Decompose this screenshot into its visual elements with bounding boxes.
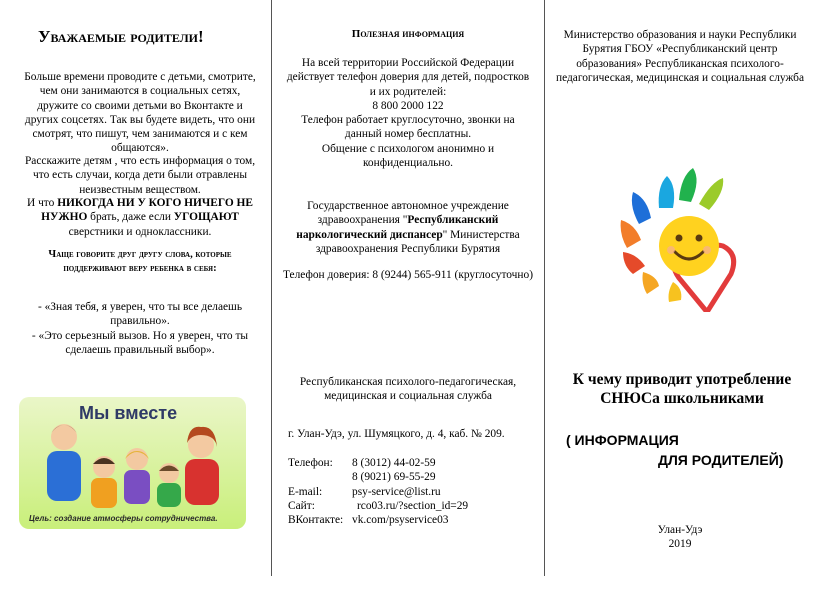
contact-row: Телефон: 8 (3012) 44-02-59: [288, 457, 436, 469]
email-link[interactable]: psy-service@list.ru: [352, 485, 441, 498]
quote-2: - «Это серьезный вызов. Но я уверен, что ты сделаешь правильный выбор».: [31, 329, 249, 356]
hotline-info: [284, 56, 532, 170]
hotline-anonymous-note: Общение с психологом анонимно и конфиденциально.: [321, 142, 495, 170]
contact-row: E-mail: psy-service@list.ru: [288, 485, 468, 499]
vk-link[interactable]: vk.com/psyservice03: [352, 514, 449, 527]
city: Улан-Удэ: [657, 524, 703, 536]
service-address: г. Улан-Удэ, ул. Шумяцкого, д. 4, каб. № 209.: [288, 428, 505, 440]
info-label-line2: ДЛЯ РОДИТЕЛЕЙ): [658, 452, 784, 468]
contact-row: Сайт: rco03.ru/?section_id=29: [288, 499, 469, 512]
advice-paragraph-2: Расскажите детям , что есть информация о том, что есть случаи, когда дети были отравлены неизвестным веществом.: [24, 155, 256, 196]
heading-support-words: Чаще говорите друг другу слова, которые поддерживают веру ребенка в себя:: [48, 249, 232, 274]
hotline-free-note: Телефон работает круглосуточно, звонки на данный номер бесплатны.: [301, 114, 515, 141]
hotline-description: На всей территории Российской Федерации действует телефон доверия для детей, подростков и их родителей:: [286, 57, 530, 98]
heading-useful-info: Полезная информация: [351, 28, 465, 40]
contact-row: ВКонтакте: vk.com/psyservice03: [288, 513, 468, 527]
city-year: [544, 523, 816, 551]
advice-paragraph-1: Больше времени проводите с детьми, смотрите, чем они занимаются в социальных сетях, дружите со своими детьми во Вконтакте и других соцсетях. Так вы будете видеть, что они смотрят, что пишут, чем занимаются и с кем общаются».: [24, 71, 256, 155]
banner-goal: Цель: создание атмосферы сотрудничества.: [29, 514, 218, 523]
panel-cover: [544, 0, 816, 589]
website-link[interactable]: rco03.ru/?section_id=29: [357, 499, 469, 512]
contact-row: 8 (9021) 69-55-29: [352, 471, 436, 484]
sun-heart-logo-icon: [619, 162, 749, 312]
advice-paragraph-3: И что НИКОГДА НИ У КОГО НИЧЕГО НЕ НУЖНО брать, даже если УГОЩАЮТ сверстники и одноклассники.: [27, 197, 253, 238]
panel-useful-info: [272, 0, 544, 589]
support-quotes: [20, 300, 260, 357]
info-label-line1: ( ИНФОРМАЦИЯ: [566, 432, 679, 448]
panel-parents-advice: [0, 0, 272, 589]
brochure-title: К чему приводит употребление СНЮСа школьниками: [572, 371, 792, 407]
contacts-table: [288, 456, 468, 527]
quote-1: - «Зная тебя, я уверен, что ты все делаешь правильно».: [37, 301, 243, 328]
organization-names: Министерство образования и науки Республики Бурятия ГБОУ «Республиканский центр образования» Республиканская психолого-педагогическая, медицинская и социальная служба: [555, 29, 805, 84]
family-illustration-icon: [19, 397, 246, 529]
heading-dear-parents: Уважаемые родители!: [38, 27, 204, 46]
narcology-org: Государственное автономное учреждение здравоохранения "Республиканский наркологический диспансер" Министерства здравоохранения Республики Бурятия: [296, 200, 520, 255]
family-banner: [19, 397, 246, 529]
service-name: Республиканская психолого-педагогическая, медицинская и социальная служба: [299, 376, 517, 403]
hotline-number: 8 800 2000 122: [372, 99, 444, 112]
trust-phone: Телефон доверия: 8 (9244) 565-911 (круглосуточно): [283, 269, 533, 281]
year: 2019: [668, 538, 692, 550]
banner-title: Мы вместе: [79, 403, 178, 423]
